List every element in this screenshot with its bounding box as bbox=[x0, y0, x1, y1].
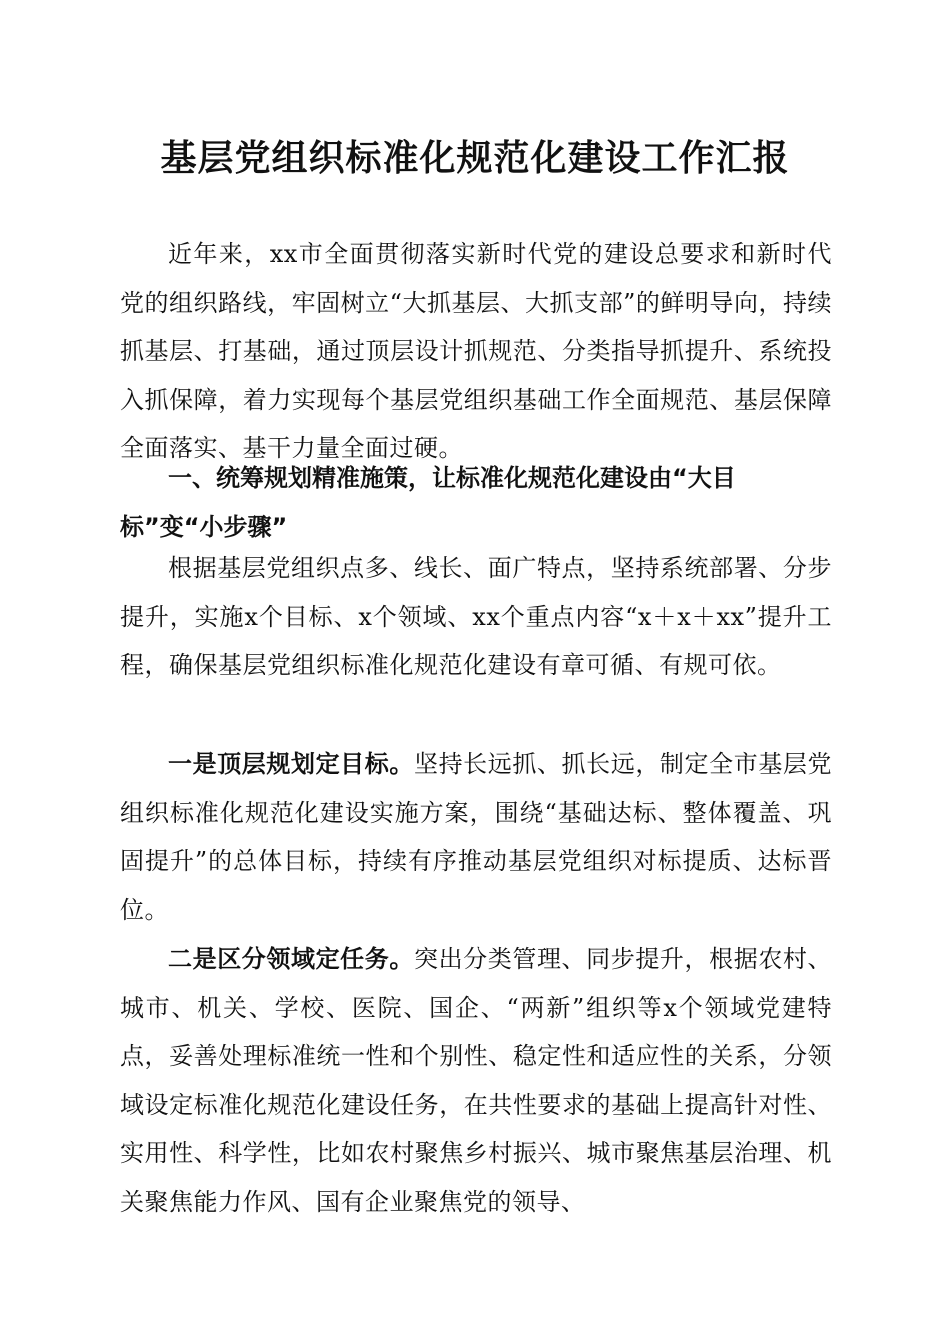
item-2-lead: 二是区分领域定任务。 bbox=[168, 944, 414, 973]
item-2-body: 突出分类管理、同步提升，根据农村、城市、机关、学校、医院、国企、“两新”组织等x个领域党建特点，妥善处理标准统一性和个别性、稳定性和适应性的关系，分领域设定标准化规范化建设任务，在共性要求的基础上提高针对性、实用性、科学性，比如农村聚焦乡村振兴、城市聚焦基层治理、机关聚焦能力作风、国有企业聚焦党的领导、 bbox=[120, 945, 833, 1216]
section-1-heading: 一、统筹规划精准施策，让标准化规范化建设由“大目标”变“小步骤” bbox=[120, 464, 736, 541]
intro-paragraph: 近年来，xx市全面贯彻落实新时代党的建设总要求和新时代党的组织路线，牢固树立“大抓基层、大抓支部”的鲜明导向，持续抓基层、打基础，通过顶层设计抓规范、分类指导抓提升、系统投入抓保障，着力实现每个基层党组织基础工作全面规范、基层保障全面落实、基干力量全面过硬。 bbox=[120, 240, 832, 462]
item-2-paragraph bbox=[120, 935, 832, 1226]
item-1-lead: 一是顶层规划定目标。 bbox=[168, 749, 414, 778]
item-1-body: 坚持长远抓、抓长远，制定全市基层党组织标准化规范化建设实施方案，围绕“基础达标、整体覆盖、巩固提升”的总体目标，持续有序推动基层党组织对标提质、达标晋位。 bbox=[120, 750, 833, 924]
document-title: 基层党组织标准化规范化建设工作汇报 bbox=[160, 137, 790, 179]
item-1-paragraph bbox=[120, 740, 832, 934]
section-1-paragraph: 根据基层党组织点多、线长、面广特点，坚持系统部署、分步提升，实施x个目标、x个领域、xx个重点内容“x＋x＋xx”提升工程，确保基层党组织标准化规范化建设有章可循、有规可依。 bbox=[120, 554, 832, 679]
